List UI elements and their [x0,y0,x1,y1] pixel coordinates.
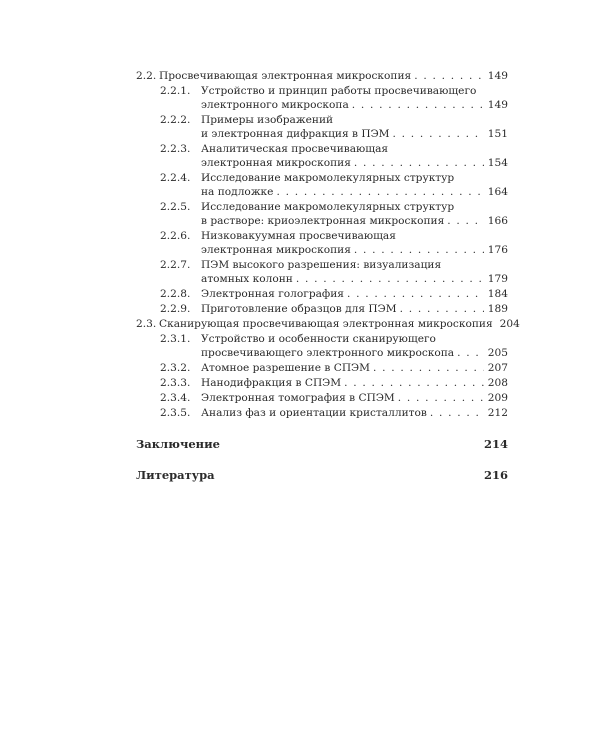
section-title-line: и электронная дифракция в ПЭМ [201,128,390,140]
page-number: 189 [487,303,508,315]
toc-entry-2-2-6[interactable] [136,229,508,257]
section-title-line: электронного микроскопа [201,99,349,111]
toc-entry-2-2-9[interactable] [136,302,508,316]
toc-entry-2-3-5[interactable] [136,406,508,420]
leader-dots [347,287,484,301]
toc-entry-2-3-3[interactable] [136,376,508,390]
section-title-line: Устройство и особенности сканирующего [201,333,436,345]
toc-entry-2-2-3[interactable] [136,142,508,170]
leader-dots [354,156,484,170]
page-number: 214 [483,437,508,451]
page-number: 166 [487,215,508,227]
page-number: 212 [487,407,508,419]
toc-entry-2-3-4[interactable] [136,391,508,405]
section-title: Просвечивающая электронная микроскопия [159,70,412,82]
leader-dots [296,272,484,286]
section-number: 2.2.6. [160,230,191,242]
section-number: 2.3.1. [160,333,191,345]
page-number: 151 [487,128,508,140]
page-number: 176 [487,244,508,256]
section-title-line: Аналитическая просвечивающая [201,143,389,155]
leader-dots [447,214,483,228]
toc-entry-2-2-2[interactable] [136,113,508,141]
toc-entry-conclusion[interactable] [136,437,508,451]
page-number: 184 [487,288,508,300]
section-title: Сканирующая просвечивающая электронная микроскопия [159,318,493,330]
page-number: 149 [487,99,508,111]
section-number: 2.3.3. [160,377,191,389]
section-number: 2.3.2. [160,362,191,374]
toc-entry-2-2-5[interactable] [136,200,508,228]
leader-dots [430,406,484,420]
leader-dots [344,376,484,390]
section-title-line: Исследование макромолекулярных структур [201,172,455,184]
toc-entry-2-3[interactable] [136,317,520,331]
page-number: 149 [487,70,508,82]
toc-entry-references[interactable] [136,468,508,482]
section-title: Электронная томография в СПЭМ [201,392,395,404]
section-number: 2.2.1. [160,85,191,97]
section-number: 2.2.9. [160,303,191,315]
page-number: 205 [487,347,508,359]
toc-entry-2-2-8[interactable] [136,287,508,301]
section-title: Нанодифракция в СПЭМ [201,377,342,389]
page-number: 209 [487,392,508,404]
section-title-line: в растворе: криоэлектронная микроскопия [201,215,445,227]
section-number: 2.2.8. [160,288,191,300]
section-title-line: Примеры изображений [201,114,334,126]
section-title-line: Низковакуумная просвечивающая [201,230,396,242]
section-title: Приготовление образцов для ПЭМ [201,303,397,315]
leader-dots [457,346,484,360]
toc-entry-2-2-4[interactable] [136,171,508,199]
section-number: 2.3.5. [160,407,191,419]
section-number: 2.3. [136,318,157,330]
section-title-line: электронная микроскопия [201,244,351,256]
page-number: 164 [487,186,508,198]
section-number: 2.2.2. [160,114,191,126]
toc-entry-2-2[interactable] [136,69,508,83]
chapter-title: Заключение [136,437,220,451]
toc-entry-2-2-7[interactable] [136,258,508,286]
section-number: 2.2.5. [160,201,191,213]
page-number: 204 [499,318,520,330]
section-title-line: просвечивающего электронного микроскопа [201,347,455,359]
section-number: 2.2.7. [160,259,191,271]
leader-dots [393,127,484,141]
section-title-line: ПЭМ высокого разрешения: визуализация [201,259,442,271]
section-title-line: Устройство и принцип работы просвечивающего [201,85,477,97]
section-title-line: электронная микроскопия [201,157,351,169]
section-title-line: Исследование макромолекулярных структур [201,201,455,213]
page-number: 208 [487,377,508,389]
page-number: 179 [487,273,508,285]
section-number: 2.2.3. [160,143,191,155]
table-of-contents [136,69,520,482]
leader-dots [276,185,483,199]
page-number: 154 [487,157,508,169]
section-number: 2.3.4. [160,392,191,404]
section-title: Анализ фаз и ориентации кристаллитов [201,407,427,419]
leader-dots [414,69,484,83]
chapter-title: Литература [136,468,215,482]
page-number: 216 [483,468,508,482]
toc-entry-2-3-1[interactable] [136,332,508,360]
section-number: 2.2.4. [160,172,191,184]
toc-entry-2-3-2[interactable] [136,361,508,375]
section-title-line: на подложке [201,186,274,198]
leader-dots [398,391,484,405]
section-title: Электронная голография [201,288,344,300]
leader-dots [354,243,484,257]
leader-dots [373,361,484,375]
section-title-line: атомных колонн [201,273,293,285]
page-number: 207 [487,362,508,374]
toc-entry-2-2-1[interactable] [136,84,508,112]
leader-dots [400,302,484,316]
section-title: Атомное разрешение в СПЭМ [201,362,371,374]
leader-dots [352,98,484,112]
section-number: 2.2. [136,70,157,82]
